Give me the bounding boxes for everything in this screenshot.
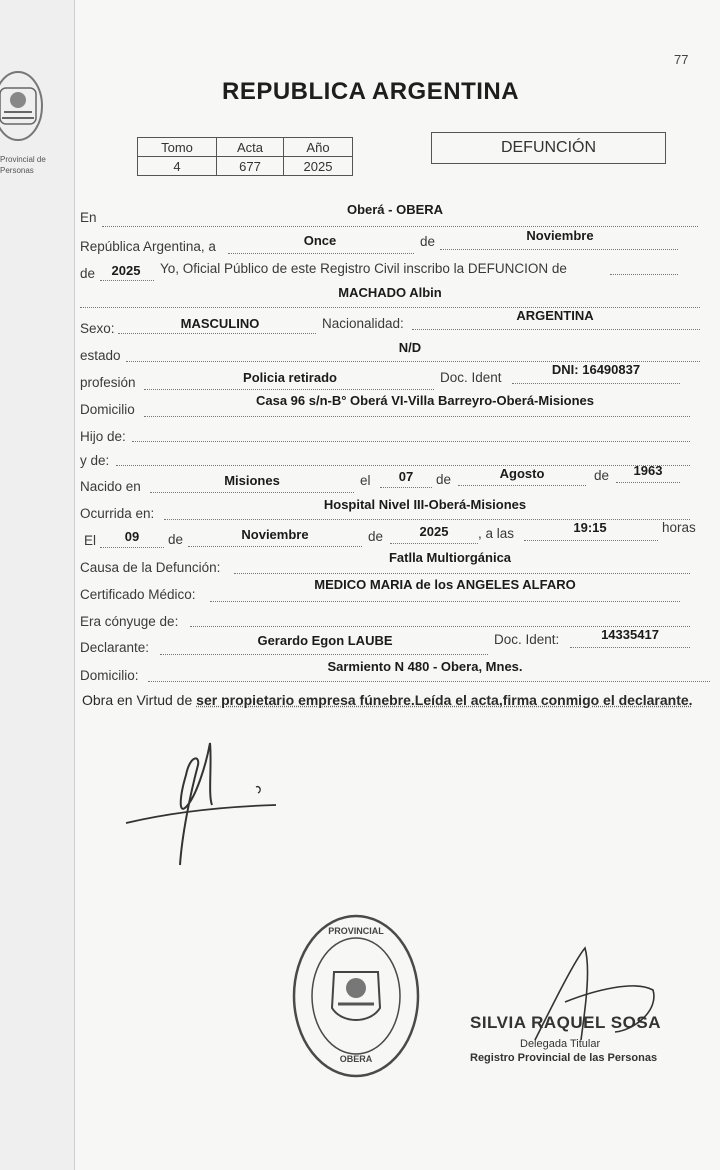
label-de-5: de — [168, 532, 184, 547]
value-causa: Fatlla Multiorgánica — [388, 550, 512, 565]
anio-header: Año — [284, 138, 353, 157]
value-certificado: MEDICO MARIA de los ANGELES ALFARO — [314, 577, 576, 592]
label-causa: Causa de la Defunción: — [80, 560, 221, 575]
label-horas: horas — [662, 520, 696, 535]
label-de-2: de — [80, 266, 96, 281]
label-ocurrida-en: Ocurrida en: — [80, 506, 155, 521]
label-y-de: y de: — [80, 453, 110, 468]
value-def-anio: 2025 — [419, 524, 449, 539]
value-estado: N/D — [398, 340, 422, 355]
label-profesion: profesión — [80, 375, 136, 390]
label-doc-ident-2: Doc. Ident: — [494, 632, 560, 647]
line-hora — [524, 540, 658, 541]
value-hora: 19:15 — [573, 520, 607, 535]
value-nac-dia: 07 — [398, 469, 414, 484]
label-de-3: de — [436, 472, 452, 487]
logo-caption: Provincial de Personas — [0, 155, 46, 175]
line-nac-anio — [616, 482, 680, 483]
label-domicilio-2: Domicilio: — [80, 668, 139, 683]
value-def-dia: 09 — [124, 529, 140, 544]
registry-table — [137, 137, 353, 176]
label-republica: República Argentina, a — [80, 239, 216, 254]
value-mes: Noviembre — [526, 228, 594, 243]
label-el-2: El — [84, 533, 97, 548]
line-domicilio — [144, 416, 690, 417]
line-certificado — [210, 601, 680, 602]
anio-value: 2025 — [284, 157, 353, 176]
label-a-las: , a las — [478, 526, 515, 541]
label-yo-oficial: Yo, Oficial Público de este Registro Civil inscribo la DEFUNCION de — [160, 261, 567, 276]
provincial-crest-logo — [0, 66, 50, 152]
line-causa — [234, 573, 690, 574]
obra-text: ser propietario empresa fúnebre.Leída el acta,firma conmigo el declarante. — [196, 692, 693, 708]
label-doc-ident: Doc. Ident — [440, 370, 502, 385]
registry-value-row — [138, 157, 353, 176]
page-number: 77 — [674, 52, 689, 67]
label-de-1: de — [420, 234, 436, 249]
line-declarante — [160, 654, 488, 655]
label-el: el — [360, 473, 371, 488]
line-declarante-domicilio — [148, 681, 710, 682]
value-domicilio: Casa 96 s/n-B° Oberá VI-Villa Barreyro-Oberá-Misiones — [255, 393, 595, 408]
value-profesion: Policia retirado — [243, 370, 337, 385]
value-nombre: MACHADO Albin — [338, 285, 442, 300]
value-dia: Once — [303, 233, 337, 248]
label-hijo-de: Hijo de: — [80, 429, 126, 444]
page-title: REPUBLICA ARGENTINA — [222, 78, 520, 105]
value-nacido-en: Misiones — [224, 473, 280, 488]
label-nacionalidad: Nacionalidad: — [322, 316, 404, 331]
acta-header: Acta — [217, 138, 284, 157]
label-certificado: Certificado Médico: — [80, 587, 196, 602]
label-conyuge: Era cónyuge de: — [80, 614, 179, 629]
official-organization: Registro Provincial de las Personas — [470, 1052, 658, 1064]
record-type-box: DEFUNCIÓN — [431, 132, 666, 164]
value-def-mes: Noviembre — [241, 527, 309, 542]
acta-value: 677 — [217, 157, 284, 176]
value-sexo: MASCULINO — [180, 316, 260, 331]
line-def-anio — [390, 543, 478, 544]
line-y-de — [116, 465, 690, 466]
line-nac-mes — [458, 485, 586, 486]
value-anio: 2025 — [111, 263, 141, 278]
tomo-value: 4 — [138, 157, 217, 176]
line-hijo-de — [132, 441, 690, 442]
label-sexo: Sexo: — [80, 321, 115, 336]
label-domicilio: Domicilio — [80, 402, 135, 417]
official-signature — [525, 940, 665, 1050]
value-declarante: Gerardo Egon LAUBE — [257, 633, 393, 648]
tomo-header: Tomo — [138, 138, 217, 157]
line-lugar — [102, 226, 698, 227]
line-profesion — [144, 389, 434, 390]
label-en: En — [80, 210, 97, 225]
registry-stamp — [290, 912, 422, 1080]
label-estado: estado — [80, 348, 121, 363]
value-nac-anio: 1963 — [633, 463, 663, 478]
line-def-mes — [188, 546, 362, 547]
value-ocurrida-en: Hospital Nivel III-Oberá-Misiones — [323, 497, 527, 512]
value-declarante-domicilio: Sarmiento N 480 - Obera, Mnes. — [327, 659, 523, 674]
official-role: Delegada Titular — [520, 1038, 601, 1050]
line-dia — [228, 253, 414, 254]
official-name: SILVIA RAQUEL SOSA — [470, 1013, 661, 1032]
line-anio — [100, 280, 154, 281]
value-nacionalidad: ARGENTINA — [516, 308, 594, 323]
line-declarante-doc — [570, 647, 690, 648]
line-def-dia — [100, 547, 164, 548]
svg-text:PROVINCIAL: PROVINCIAL — [328, 926, 384, 936]
value-nac-mes: Agosto — [499, 466, 545, 481]
value-dni: DNI: 16490837 — [551, 362, 641, 377]
line-nacido-en — [150, 492, 354, 493]
registry-header-row — [138, 138, 353, 157]
label-de-4: de — [594, 468, 610, 483]
label-declarante: Declarante: — [80, 640, 150, 655]
line-nac-dia — [380, 487, 432, 488]
label-nacido-en: Nacido en — [80, 479, 141, 494]
line-yo-oficial — [610, 274, 678, 275]
line-mes — [440, 249, 678, 250]
obra-paragraph — [82, 690, 710, 710]
obra-prefix: Obra en Virtud de — [82, 692, 193, 708]
declarant-signature — [120, 735, 290, 870]
value-lugar: Oberá - OBERA — [346, 202, 444, 217]
line-sexo — [118, 333, 316, 334]
label-de-6: de — [368, 529, 384, 544]
svg-text:OBERA: OBERA — [339, 1054, 373, 1064]
line-nacionalidad — [412, 329, 700, 330]
value-declarante-doc: 14335417 — [601, 627, 659, 642]
line-dni — [512, 383, 680, 384]
